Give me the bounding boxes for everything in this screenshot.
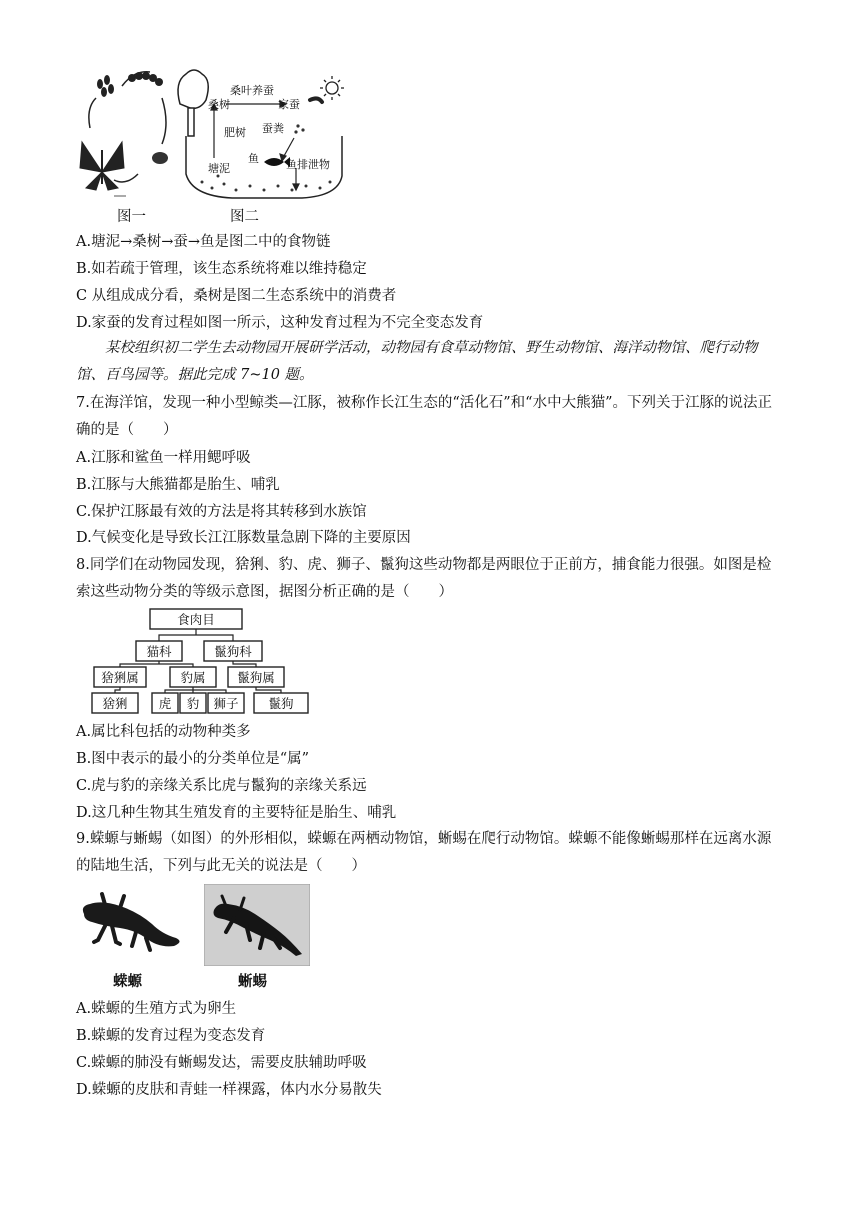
tree-species-hyena: 鬣狗 — [268, 696, 294, 711]
q6-option-b: B.如若疏于管理，该生态系统将难以维持稳定 — [76, 261, 367, 277]
cycle-arrow-icon — [89, 98, 96, 128]
silkworm-dung-icon — [294, 124, 304, 133]
q7-option-a: A.江豚和鲨鱼一样用鳃呼吸 — [76, 450, 251, 466]
q9-stem: 9.蝾螈与蜥蜴（如图）的外形相似，蝾螈在两栖动物馆，蜥蜴在爬行动物馆。蝾螈不能像蜥蜴那样在远离水源的陆地生活，下列与此无关的说法是（ ） — [76, 831, 772, 874]
butterfly-icon — [80, 142, 124, 190]
q8-option-b: B.图中表示的最小的分类单位是“属” — [76, 751, 310, 767]
pond-mud-dots — [201, 175, 332, 192]
q8-option-c: C.虎与豹的亲缘关系比虎与鬣狗的亲缘关系远 — [76, 778, 367, 794]
q9-option-b: B.蝾螈的发育过程为变态发育 — [76, 1028, 266, 1044]
lizard-caption: 蜥蜴 — [238, 974, 267, 990]
cycle-arrow-icon — [114, 174, 138, 182]
tree-species-lynx: 猞猁 — [102, 696, 128, 711]
tree-family-cat: 猫科 — [146, 644, 172, 659]
tree-family-hyena: 鬣狗科 — [214, 644, 252, 659]
tree-species-tiger: 虎 — [158, 696, 172, 711]
arrows — [211, 101, 299, 190]
salamander-image — [76, 884, 186, 964]
q7-stem: 7.在海洋馆，发现一种小型鲸类—江豚，被称作长江生态的“活化石”和“水中大熊猫”。下列关于江豚的说法正确的是（ ） — [76, 395, 772, 438]
q8-option-d: D.这几种生物其生殖发育的主要特征是胎生、哺乳 — [76, 805, 397, 821]
tree-genus-lynx: 猞猁属 — [101, 670, 139, 685]
q6-option-a: A.塘泥→桑树→蚕→鱼是图二中的食物链 — [76, 234, 331, 250]
figure-2-pond-ecosystem — [172, 64, 362, 204]
q7-option-b: B.江豚与大熊猫都是胎生、哺乳 — [76, 477, 280, 493]
label-silkworm-dung: 蚕粪 — [262, 122, 284, 135]
q8-option-a: A.属比科包括的动物种类多 — [76, 724, 251, 740]
sun-icon — [320, 76, 344, 100]
q8-stem: 8.同学们在动物园发现，猞猁、豹、虎、狮子、鬣狗这些动物都是两眼位于正前方，捕食能力很强。如图是检索这些动物分类的等级示意图，据图分析正确的是（ ） — [76, 557, 772, 600]
pupa-icon — [152, 152, 168, 164]
silkworm-icon — [310, 98, 322, 102]
salamander-caption: 蝾螈 — [113, 974, 142, 990]
label-fertilize: 肥树 — [224, 126, 246, 139]
eggs-icon — [97, 75, 114, 97]
q9-option-d: D.蝾螈的皮肤和青蛙一样裸露，体内水分易散失 — [76, 1082, 382, 1098]
figure-2-caption: 图二 — [230, 209, 259, 225]
label-fish: 鱼 — [248, 152, 259, 165]
figure-1-caption: 图一 — [117, 209, 146, 225]
tree-species-leopard: 豹 — [186, 696, 200, 711]
q9-option-c: C.蝾螈的肺没有蜥蜴发达，需要皮肤辅助呼吸 — [76, 1055, 367, 1071]
label-mulberry-feed: 桑叶养蚕 — [230, 84, 274, 97]
q7-option-d: D.气候变化是导致长江江豚数量急剧下降的主要原因 — [76, 530, 411, 546]
classification-tree — [86, 607, 314, 717]
label-fish-waste: 鱼排泄物 — [286, 158, 330, 171]
q9-option-a: A.蝾螈的生殖方式为卵生 — [76, 1001, 237, 1017]
larva-icon — [128, 72, 163, 86]
label-silkworm: 家蚕 — [278, 98, 300, 111]
tree-order: 食肉目 — [177, 612, 215, 627]
q7-option-c: C.保护江豚最有效的方法是将其转移到水族馆 — [76, 504, 367, 520]
q6-option-d: D.家蚕的发育过程如图一所示，这种发育过程为不完全变态发育 — [76, 315, 484, 331]
tree-genus-hyena: 鬣狗属 — [237, 670, 275, 685]
mulberry-tree-icon — [178, 70, 208, 136]
tree-species-lion: 狮子 — [213, 696, 239, 711]
q6-option-c: C 从组成成分看，桑树是图二生态系统中的消费者 — [76, 288, 397, 304]
cycle-arrow-icon — [162, 98, 166, 144]
lizard-image — [204, 884, 310, 966]
label-pond-mud: 塘泥 — [208, 162, 230, 175]
label-mulberry: 桑树 — [208, 98, 230, 111]
figure-1-life-cycle — [76, 64, 176, 204]
section-intro: 某校组织初二学生去动物园开展研学活动，动物园有食草动物馆、野生动物馆、海洋动物馆、爬行动物馆、百鸟园等。据此完成 7~10 题。 — [76, 340, 758, 383]
tree-genus-panthera: 豹属 — [180, 670, 206, 685]
